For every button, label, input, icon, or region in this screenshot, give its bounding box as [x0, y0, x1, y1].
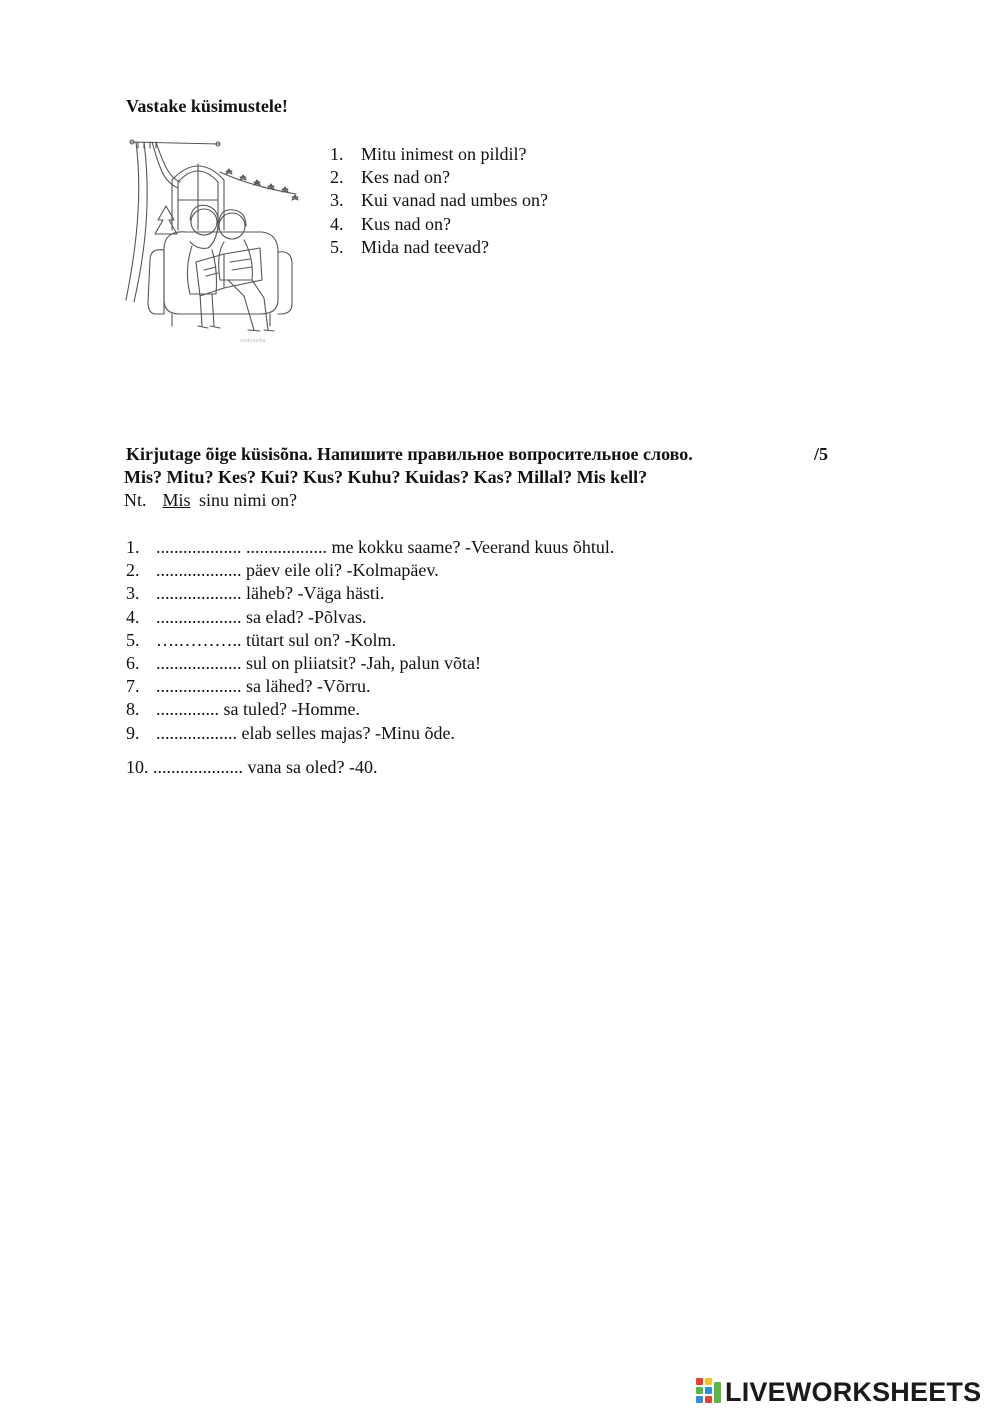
example-answer: Mis [162, 490, 191, 510]
list-item: 3. ................... läheb? -Väga hästi. [126, 583, 385, 604]
example-text: sinu nimi on? [199, 490, 298, 510]
example-prefix: Nt. [124, 490, 147, 510]
children-reading-illustration [120, 130, 302, 346]
list-item: 1. ................... .................. me kokku saame? -Veerand kuus õhtul. [126, 537, 615, 557]
list-item: 1. Mitu inimest on pildil? [330, 144, 527, 164]
list-item: 2. Kes nad on? [330, 167, 450, 188]
section1-questions [330, 143, 548, 259]
list-item: 4. Kus nad on? [330, 213, 451, 234]
list-item: 5. ….……….. tütart sul on? -Kolm. [126, 629, 396, 650]
example-line [124, 490, 297, 511]
brand-name: LIVEWORKSHEETS [725, 1376, 982, 1407]
exercise-list [126, 536, 614, 745]
liveworksheets-logo [696, 1377, 981, 1407]
score-label: /5 [814, 444, 829, 464]
list-item: 8. .............. sa tuled? -Homme. [126, 699, 360, 720]
list-item: 2. ................... päev eile oli? -Kolmapäev. [126, 560, 439, 581]
liveworksheets-logo-icon [696, 1378, 722, 1406]
list-item: 5. Mida nad teevad? [330, 236, 489, 257]
exercise-10: 10. .................... vana sa oled? -40. [126, 757, 378, 777]
section1-title: Vastake küsimustele! [126, 96, 288, 116]
list-item: 7. ................... sa lähed? -Võrru. [126, 676, 371, 697]
list-item: 3. Kui vanad nad umbes on? [330, 190, 548, 211]
question-words: Mis? Mitu? Kes? Kui? Kus? Kuhu? Kuidas? Kas? Millal? Mis kell? [124, 467, 648, 487]
list-item: 9. .................. elab selles majas? -Minu õde. [126, 722, 455, 743]
section2-title: Kirjutage õige küsisõna. Напишите правильное вопросительное слово. [126, 444, 693, 464]
list-item: 4. ................... sa elad? -Põlvas. [126, 606, 367, 627]
svg-text:raskrasika: raskrasika [240, 338, 266, 344]
list-item: 6. ................... sul on pliiatsit? -Jah, palun võta! [126, 652, 481, 673]
